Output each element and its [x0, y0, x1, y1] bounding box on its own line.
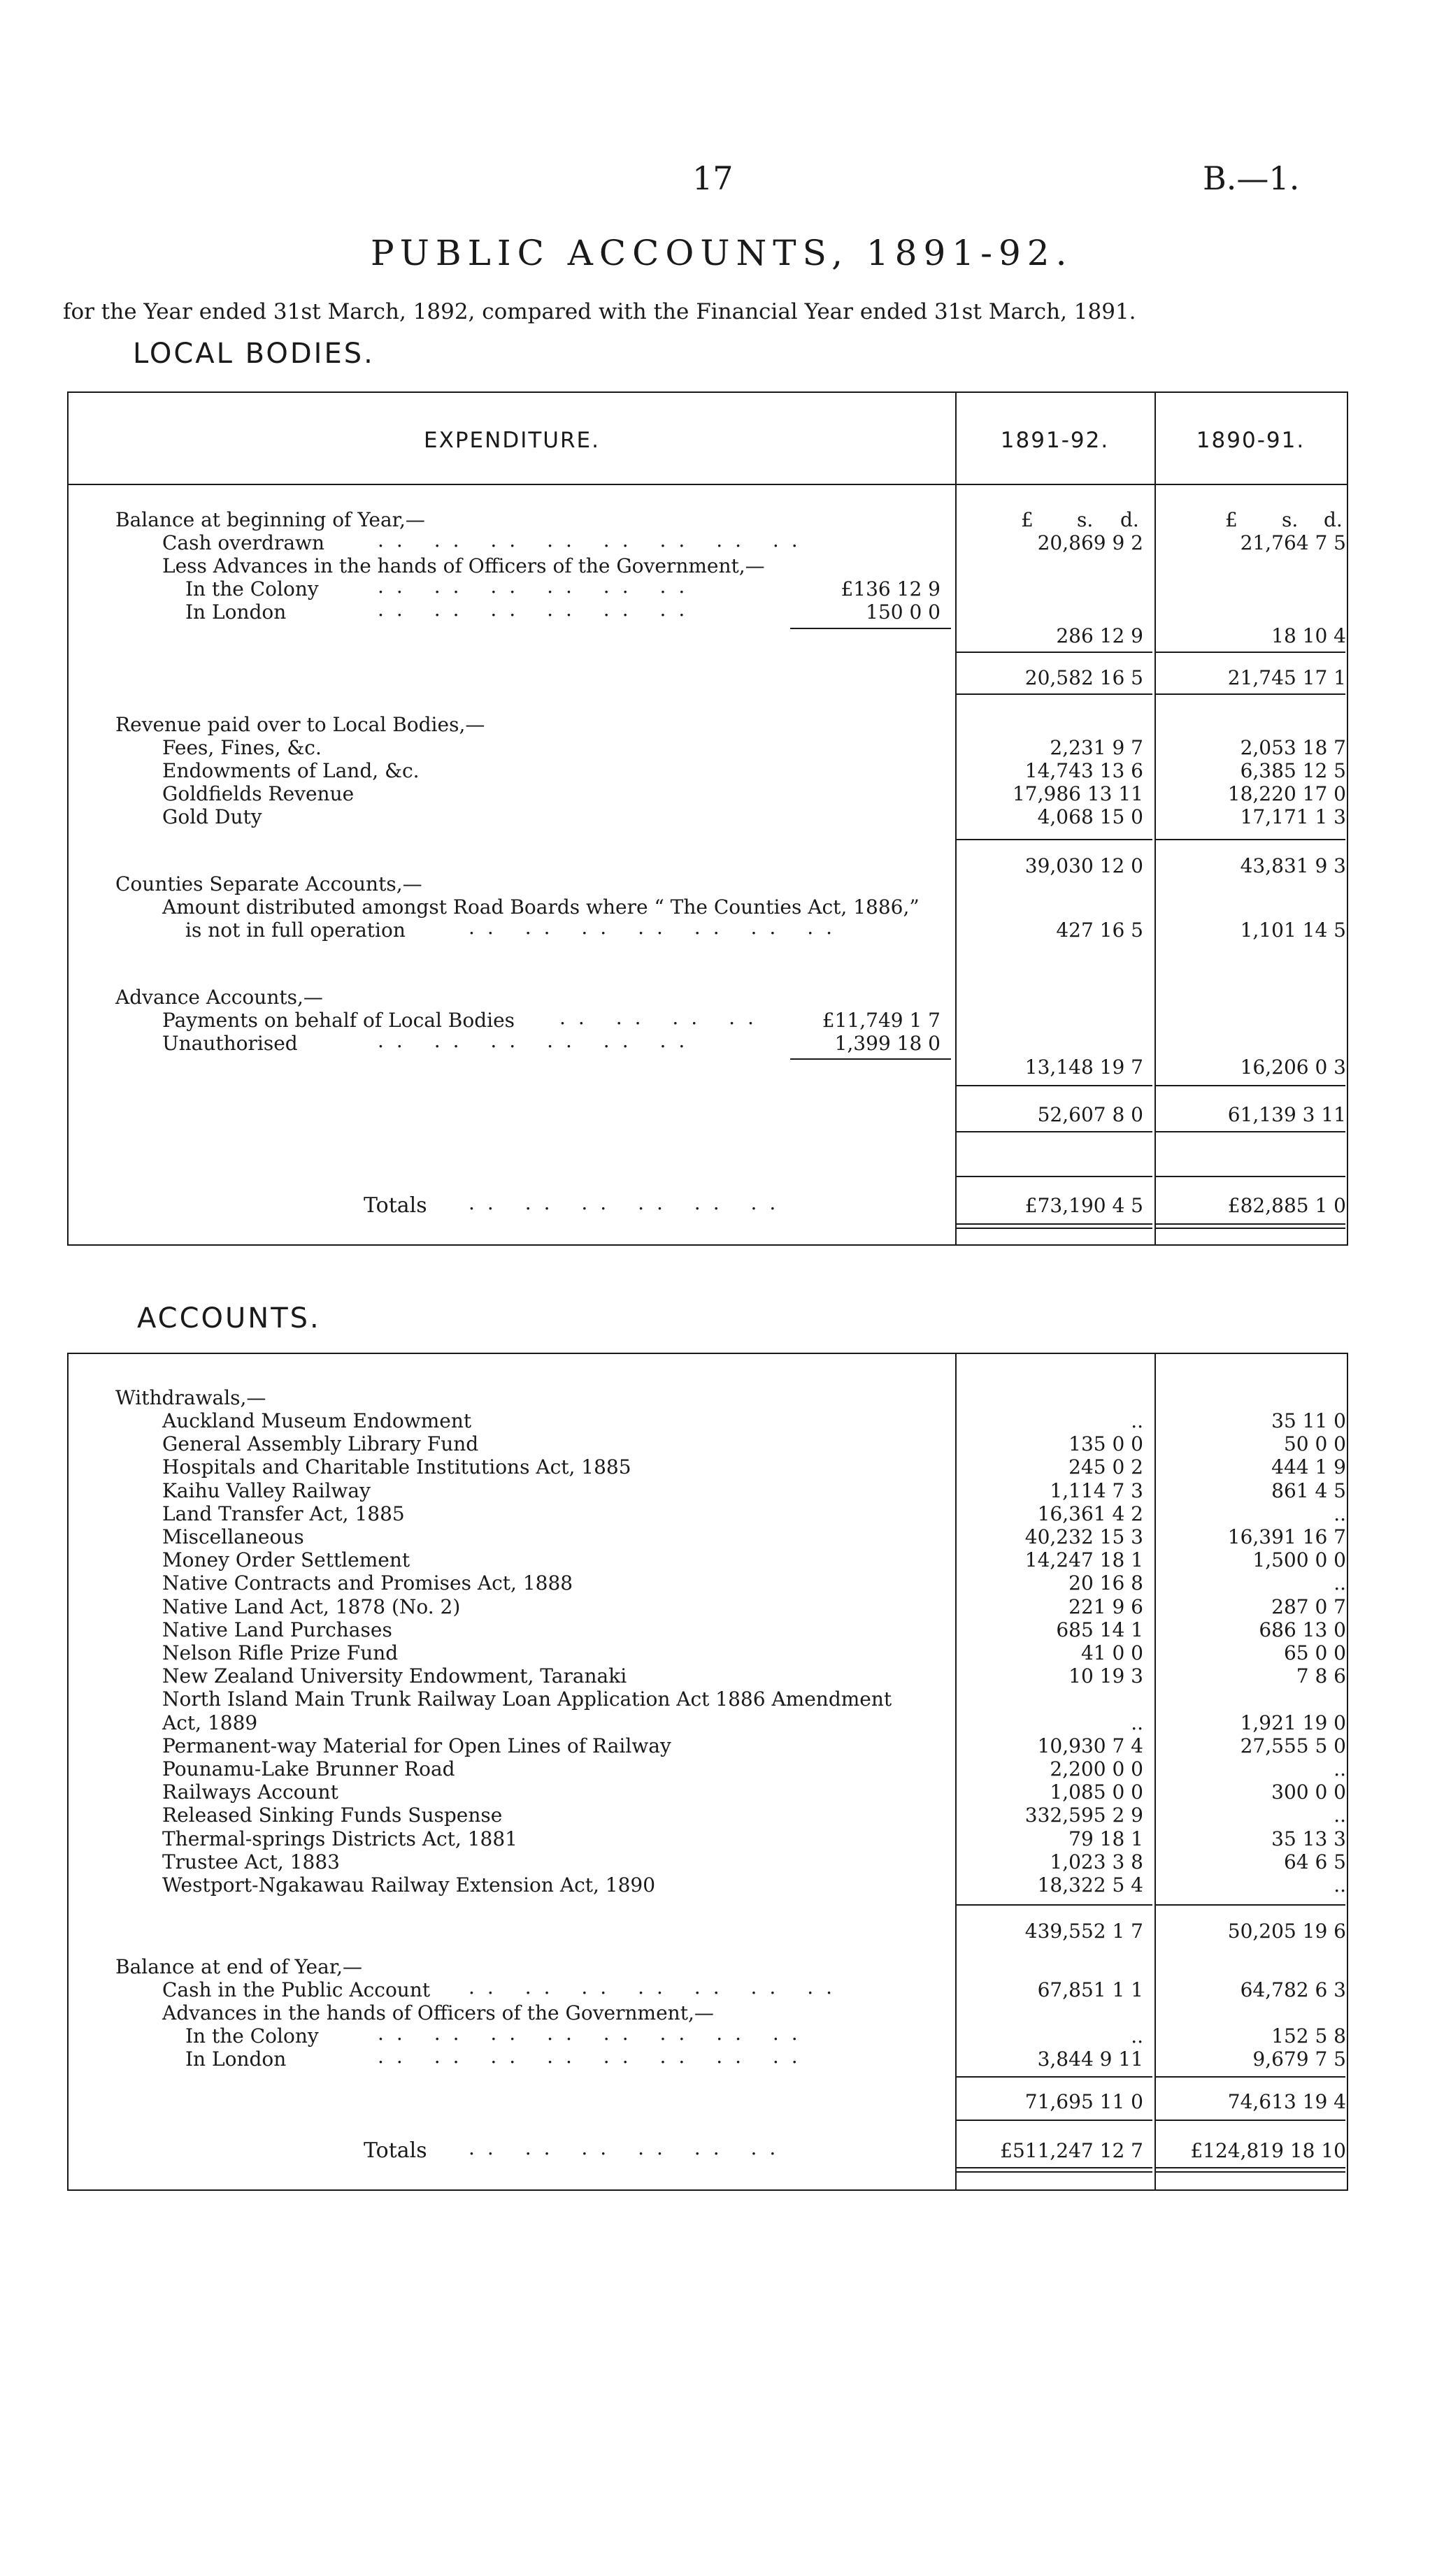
row-label: Act, 1889: [162, 1711, 258, 1734]
subtotal-row: 52,607 8 0 61,139 3 11: [1037, 1103, 1346, 1126]
value-1890-91: 64 6 5: [1283, 1850, 1346, 1873]
row-label: Goldfields Revenue: [162, 782, 355, 805]
value-1891-92: 79 18 1: [1068, 1827, 1143, 1850]
row-label: Thermal-springs Districts Act, 1881: [162, 1827, 517, 1850]
value-1891-92: 40,232 15 3: [1024, 1525, 1143, 1548]
table-row: [0, 1804, 1437, 1827]
value-1890-91: 2,053 18 7: [1240, 736, 1346, 759]
advance-accounts-heading: Advance Accounts,—: [115, 986, 323, 1009]
row-label: Released Sinking Funds Suspense: [162, 1804, 503, 1827]
column-header-expenditure: EXPENDITURE.: [424, 428, 600, 453]
row-label: Fees, Fines, &c.: [162, 736, 322, 759]
table-row: [0, 1780, 1437, 1804]
row-label: Native Contracts and Promises Act, 1888: [162, 1571, 573, 1595]
counties-row: is not in full operation .. .. .. .. .. .. .. 427 16 5 1,101 14 5: [185, 916, 1346, 942]
page-number: 17: [692, 159, 734, 197]
value-1890-91: 7 8 6: [1296, 1664, 1346, 1688]
row-label: Land Transfer Act, 1885: [162, 1502, 405, 1525]
table-row: [0, 1850, 1437, 1874]
row-label: Auckland Museum Endowment: [162, 1409, 472, 1432]
cash-overdrawn-row: Cash overdrawn .. .. .. .. .. .. .. .. 20,869 9 2 21,764 7 5: [162, 528, 1346, 554]
row-label: Pounamu-Lake Brunner Road: [162, 1757, 455, 1780]
table-row: [0, 759, 1437, 783]
row-label: New Zealand University Endowment, Taranaki: [162, 1664, 627, 1688]
value-1891-92: 14,743 13 6: [1024, 759, 1143, 782]
value-1890-91: 686 13 0: [1259, 1618, 1346, 1641]
row-label: Money Order Settlement: [162, 1548, 410, 1572]
value-1891-92: 41 0 0: [1080, 1641, 1143, 1664]
value-1891-92: 1,114 7 3: [1050, 1478, 1143, 1502]
balance-net-row: 20,582 16 5 21,745 17 1: [1024, 666, 1346, 689]
pound-head: £: [1225, 508, 1238, 531]
value-1891-92: ..: [1131, 1409, 1143, 1432]
balance-end-heading: Balance at end of Year,—: [115, 1955, 363, 1978]
value-1891-92: 2,200 0 0: [1050, 1757, 1143, 1780]
row-label: Endowments of Land, &c.: [162, 759, 420, 782]
table-row: [0, 736, 1437, 760]
value-1891-92: 14,247 18 1: [1024, 1548, 1143, 1572]
row-label: Gold Duty: [162, 805, 262, 828]
balance-end-total-row: 71,695 11 0 74,613 19 4: [1024, 2090, 1346, 2113]
table-row: [0, 1734, 1437, 1758]
row-label: North Island Main Trunk Railway Loan Application Act 1886 Amendment: [162, 1688, 892, 1711]
value-1891-92: 332,595 2 9: [1024, 1804, 1143, 1827]
value-1890-91: ..: [1334, 1804, 1346, 1827]
value-1890-91: ..: [1334, 1873, 1346, 1897]
table-row: [0, 782, 1437, 806]
page-title: PUBLIC ACCOUNTS, 1891-92.: [371, 233, 1073, 273]
table-row: [0, 805, 1437, 829]
value-1891-92: 16,361 4 2: [1037, 1502, 1143, 1525]
row-label: Native Land Purchases: [162, 1618, 392, 1641]
advances-total-row: 286 12 9 18 10 4: [1056, 624, 1346, 647]
value-1890-91: ..: [1334, 1571, 1346, 1595]
totals-label: Totals: [364, 2138, 427, 2163]
row-label: Westport-Ngakawau Railway Extension Act, 1890: [162, 1873, 656, 1897]
value-1890-91: ..: [1334, 1757, 1346, 1780]
table-row: [0, 1664, 1437, 1688]
table-row: [0, 1479, 1437, 1503]
value-1890-91: 27,555 5 0: [1240, 1734, 1346, 1757]
value-1890-91: 444 1 9: [1271, 1455, 1346, 1479]
value-1890-91: 18,220 17 0: [1227, 782, 1346, 805]
value-1891-92: 10 19 3: [1068, 1664, 1143, 1688]
value-1890-91: 35 11 0: [1271, 1409, 1346, 1432]
advance-total-row: 13,148 19 7 16,206 0 3: [1024, 1056, 1346, 1079]
table-row: [0, 1571, 1437, 1595]
accounts-totals-row: Totals .. .. .. .. .. .. £511,247 12 7 £124,819 18 10: [364, 2136, 1346, 2163]
end-london-row: In London .. .. .. .. .. .. .. .. 3,844 9 11 9,679 7 5: [185, 2045, 1346, 2071]
value-1890-91: ..: [1334, 1502, 1346, 1525]
document-reference: B.—1.: [1203, 159, 1300, 197]
totals-label: Totals: [364, 1193, 427, 1218]
value-1891-92: 1,085 0 0: [1050, 1780, 1143, 1804]
pence-head: d.: [1120, 508, 1139, 531]
revenue-heading: Revenue paid over to Local Bodies,—: [115, 713, 485, 736]
value-1890-91: 17,171 1 3: [1240, 805, 1346, 828]
row-label: Miscellaneous: [162, 1525, 304, 1548]
withdrawals-heading: Withdrawals,—: [115, 1386, 266, 1409]
table-row: [0, 1502, 1437, 1526]
value-1891-92: 20 16 8: [1068, 1571, 1143, 1595]
shilling-head: s.: [1077, 508, 1094, 531]
revenue-total-row: 39,030 12 0 43,831 9 3: [1024, 854, 1346, 877]
value-1890-91: 50 0 0: [1283, 1432, 1346, 1456]
balance-beginning-heading: Balance at beginning of Year,—: [115, 508, 425, 531]
value-1890-91: 35 13 3: [1271, 1827, 1346, 1850]
payments-row: Payments on behalf of Local Bodies .. .. .. .. £11,749 1 7: [162, 1006, 941, 1032]
value-1891-92: ..: [1131, 1711, 1143, 1734]
shilling-head: s.: [1282, 508, 1299, 531]
value-1890-91: 861 4 5: [1271, 1478, 1346, 1502]
table-row: [0, 1757, 1437, 1781]
value-1890-91: 1,500 0 0: [1252, 1548, 1346, 1572]
table-row: [0, 1688, 1437, 1711]
cash-public-account-row: Cash in the Public Account .. .. .. .. .. .. .. 67,851 1 1 64,782 6 3: [162, 1976, 1346, 2001]
table-row: [0, 1595, 1437, 1619]
table-row: [0, 1409, 1437, 1433]
pound-head: £: [1021, 508, 1034, 531]
value-1891-92: 221 9 6: [1068, 1595, 1143, 1618]
counties-heading: Counties Separate Accounts,—: [115, 872, 422, 895]
less-advances-heading: Less Advances in the hands of Officers of the Government,—: [162, 554, 765, 577]
value-1890-91: 6,385 12 5: [1240, 759, 1346, 782]
column-header-1890-91: 1890-91.: [1196, 428, 1306, 453]
value-1891-92: 10,930 7 4: [1037, 1734, 1143, 1757]
in-colony-row: In the Colony .. .. .. .. .. .. £136 12 9: [185, 575, 941, 600]
row-label: Nelson Rifle Prize Fund: [162, 1641, 399, 1664]
table-row: [0, 1525, 1437, 1549]
value-1891-92: 2,231 9 7: [1050, 736, 1143, 759]
value-1890-91: 1,921 19 0: [1240, 1711, 1346, 1734]
table-row: [0, 1432, 1437, 1456]
table-row: [0, 1548, 1437, 1572]
withdrawals-total-row: 439,552 1 7 50,205 19 6: [1024, 1920, 1346, 1943]
value-1891-92: 135 0 0: [1068, 1432, 1143, 1456]
value-1891-92: 685 14 1: [1056, 1618, 1143, 1641]
unauthorised-row: Unauthorised .. .. .. .. .. .. 1,399 18 0: [162, 1029, 941, 1055]
in-london-row: In London .. .. .. .. .. .. 150 0 0: [185, 598, 941, 624]
pence-head: d.: [1324, 508, 1343, 531]
value-1890-91: 16,391 16 7: [1227, 1525, 1346, 1548]
page-subtitle: for the Year ended 31st March, 1892, compared with the Financial Year ended 31st March, 1891.: [63, 299, 1136, 324]
end-colony-row: In the Colony .. .. .. .. .. .. .. .. .. 152 5 8: [185, 2022, 1346, 2048]
local-totals-row: Totals .. .. .. .. .. .. £73,190 4 5 £82,885 1 0: [364, 1191, 1346, 1218]
table-row: [0, 1711, 1437, 1735]
value-1891-92: 17,986 13 11: [1012, 782, 1143, 805]
row-label: Trustee Act, 1883: [162, 1850, 340, 1873]
row-label: Permanent-way Material for Open Lines of Railway: [162, 1734, 671, 1757]
advances-officers-heading: Advances in the hands of Officers of the Government,—: [162, 2001, 714, 2024]
row-label: Railways Account: [162, 1780, 338, 1804]
table-row: [0, 1455, 1437, 1479]
row-label: Native Land Act, 1878 (No. 2): [162, 1595, 461, 1618]
row-label: Hospitals and Charitable Institutions Act, 1885: [162, 1455, 631, 1479]
table-row: [0, 1618, 1437, 1642]
value-1891-92: 245 0 2: [1068, 1455, 1143, 1479]
row-label: Kaihu Valley Railway: [162, 1478, 371, 1502]
value-1890-91: 65 0 0: [1283, 1641, 1346, 1664]
value-1891-92: 1,023 3 8: [1050, 1850, 1143, 1873]
table-row: [0, 1873, 1437, 1897]
column-header-1891-92: 1891-92.: [1000, 428, 1110, 453]
local-bodies-section-title: LOCAL BODIES.: [133, 338, 375, 370]
value-1891-92: 18,322 5 4: [1037, 1873, 1143, 1897]
value-1890-91: 300 0 0: [1271, 1780, 1346, 1804]
row-label: General Assembly Library Fund: [162, 1432, 479, 1456]
table-row: [0, 1827, 1437, 1851]
value-1890-91: 287 0 7: [1271, 1595, 1346, 1618]
table-row: [0, 1641, 1437, 1665]
counties-description: Amount distributed amongst Road Boards where “ The Counties Act, 1886,”: [162, 895, 920, 919]
accounts-section-title: ACCOUNTS.: [137, 1302, 321, 1334]
value-1891-92: 4,068 15 0: [1037, 805, 1143, 828]
